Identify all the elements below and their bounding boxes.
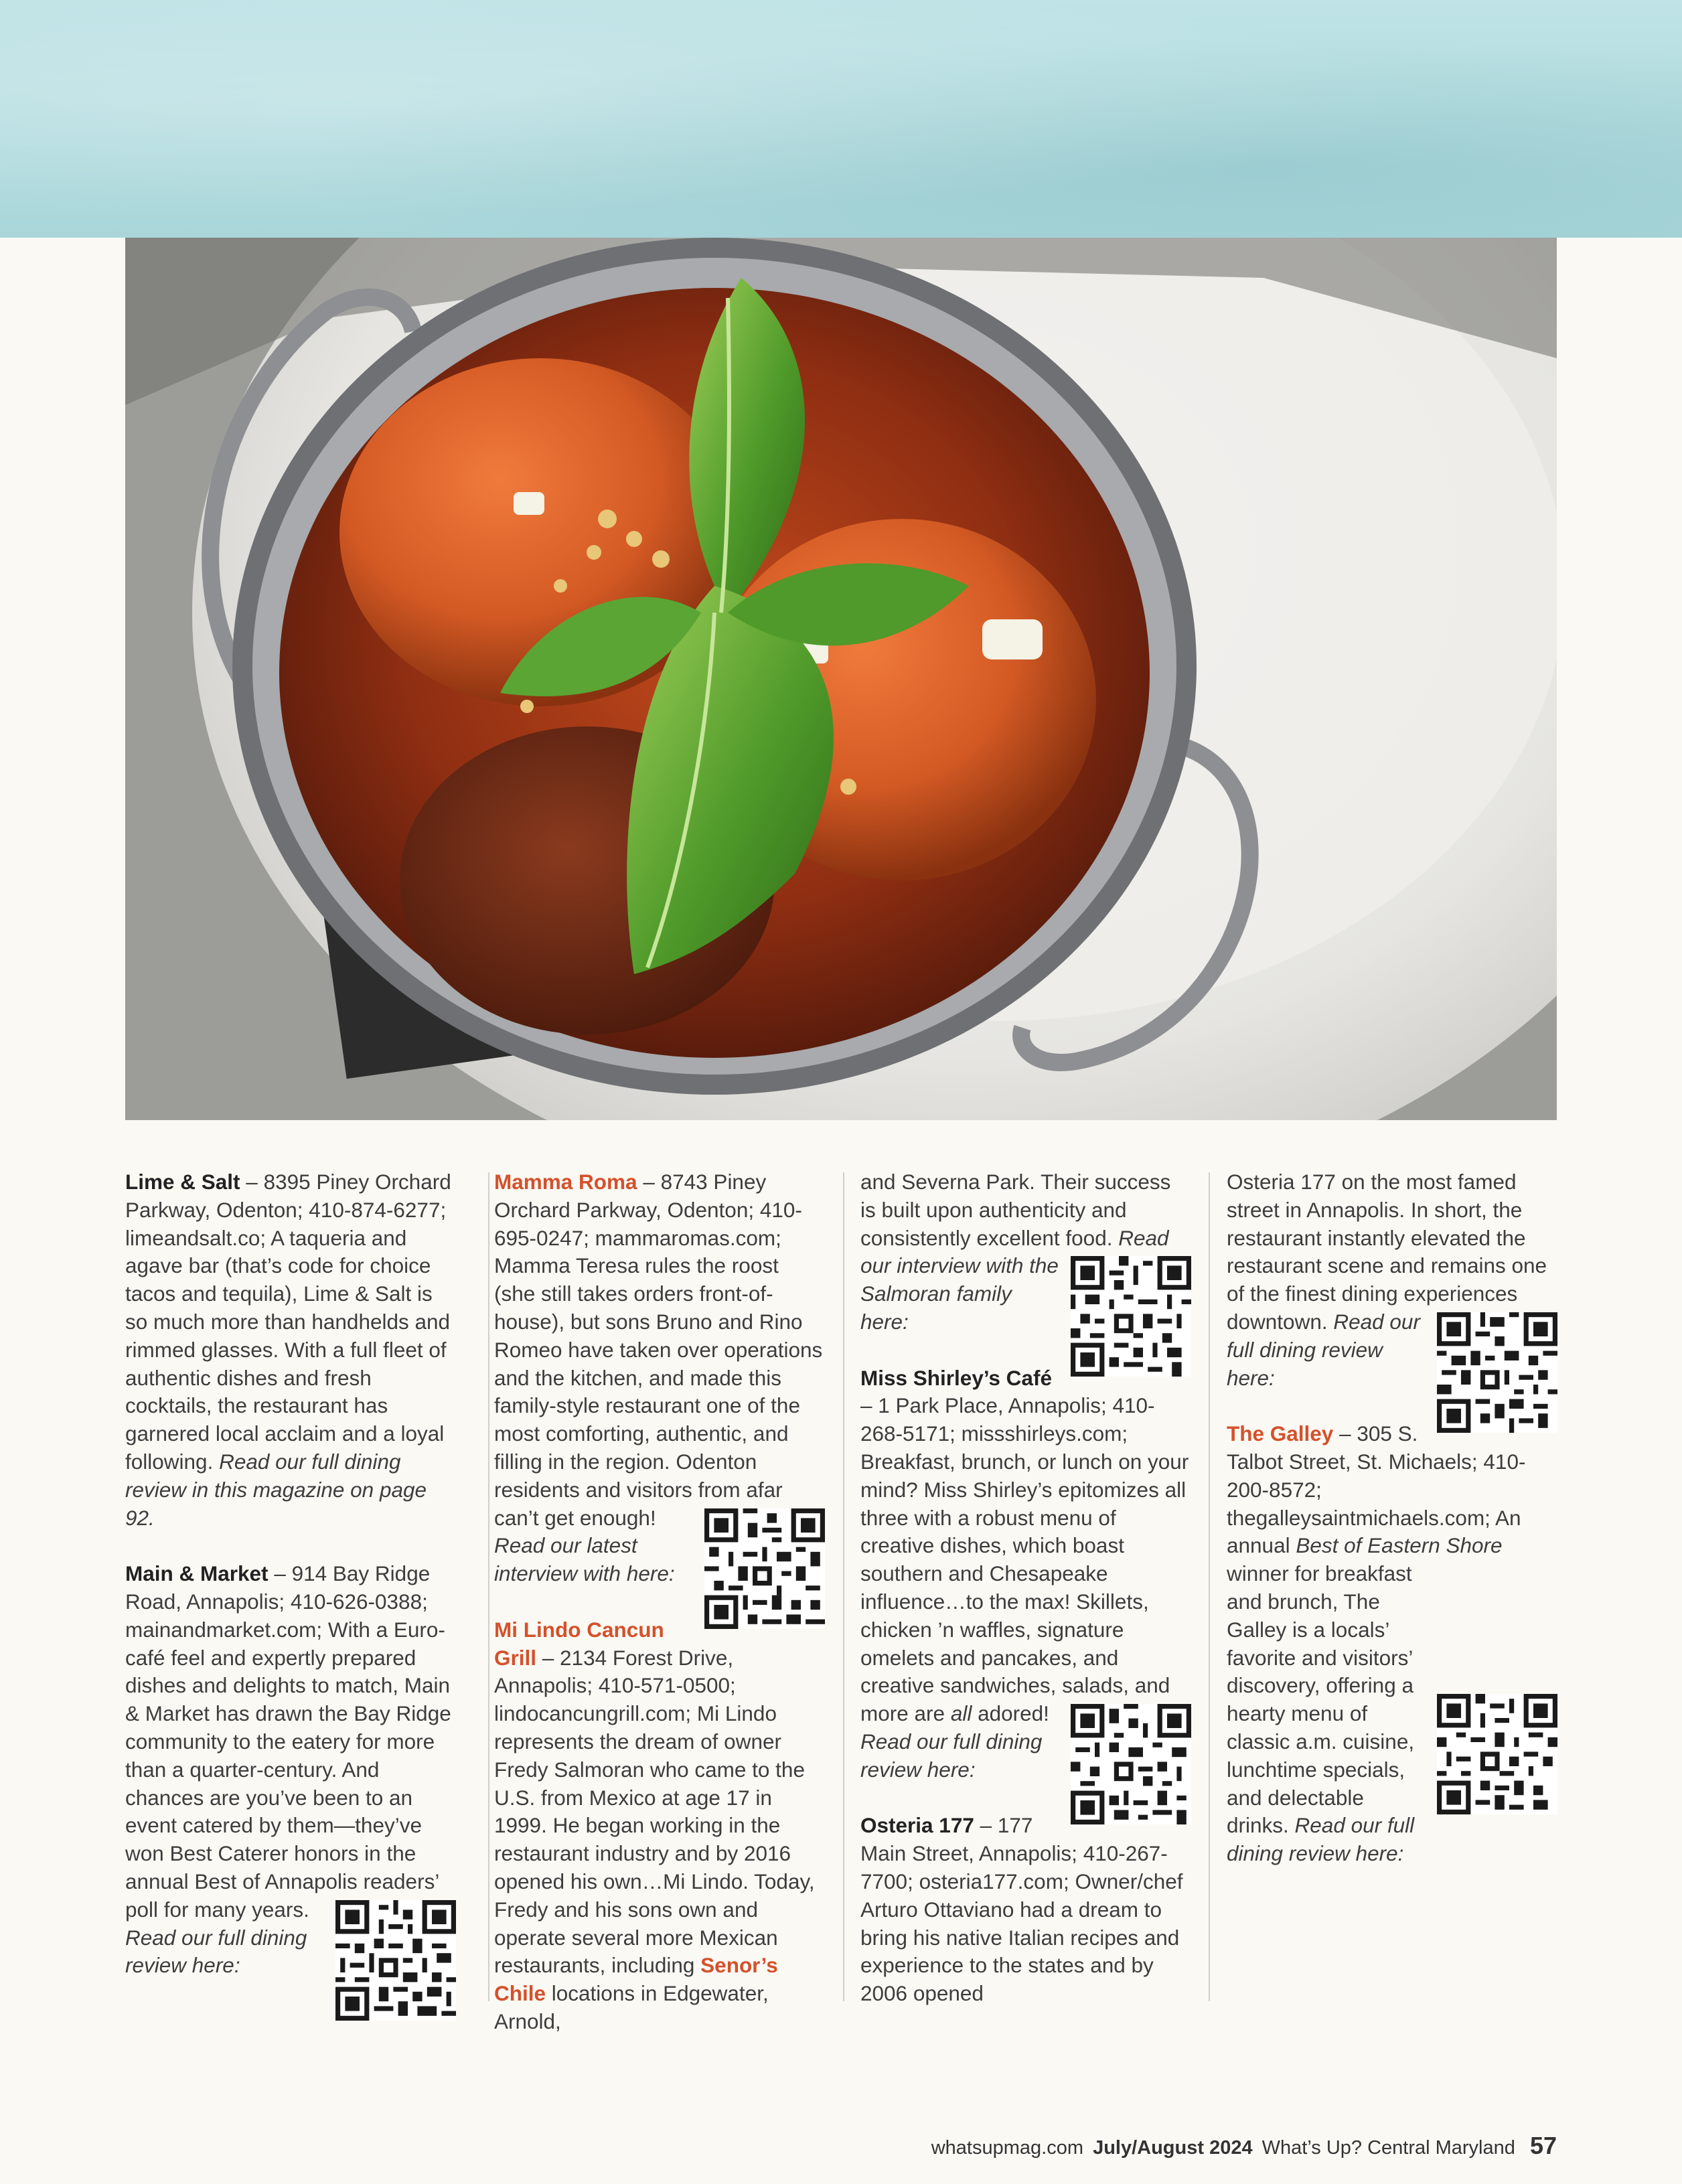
qr-code-icon[interactable]	[1437, 1312, 1557, 1433]
restaurant-name: Mi Lindo Cancun Grill	[494, 1617, 664, 1670]
read-more-text: Read our latest interview with here:	[494, 1533, 675, 1586]
page-number: 57	[1529, 2132, 1557, 2159]
read-more-text: Read our full dining review here:	[1227, 1813, 1415, 1866]
footer-publication: What’s Up? Central Maryland	[1262, 2137, 1515, 2159]
qr-code-icon[interactable]	[1071, 1256, 1191, 1377]
restaurant-name: The Galley	[1227, 1421, 1334, 1446]
listing-text: – 8743 Piney Orchard Parkway, Odenton; 410-695-0247; mammaromas.com; Mamma Teresa rules the roost (she still takes orders front-of-house), but sons Bruno and Rino Romeo have taken over operations and the kitchen, and made this family-style restaurant one of the most comforting, authentic, and filling in the region. Odenton residents and visitors from afar can’t get enough!	[494, 1170, 823, 1530]
listing-text: – 305 S. Talbot Street, St. Michaels; 410-200-8572; thegalleysaintmichaels.com; An annual	[1227, 1421, 1526, 1558]
page-footer	[924, 2129, 1557, 2163]
listing-text: – 177 Main Street, Annapolis; 410-267-7700; osteria177.com; Owner/chef Arturo Ottaviano had a dream to bring his native Italian recipes and experience to the states and by 2006 opened	[860, 1813, 1183, 2006]
listing-column-2	[494, 1168, 825, 2033]
listing-column-4	[1227, 1168, 1557, 2005]
listing-main-and-market	[125, 1560, 456, 1980]
listing-mi-lindo-continued	[860, 1168, 1191, 1336]
listing-osteria-177	[860, 1812, 1191, 2008]
listing-mamma-roma	[494, 1168, 825, 1588]
restaurant-name: Lime & Salt	[125, 1170, 240, 1194]
listing-text-continued-2: adored!	[972, 1701, 1049, 1726]
read-more-text: Read our full dining review here:	[1227, 1309, 1420, 1390]
senors-chile-link[interactable]: Senor’s Chile	[494, 1953, 778, 2006]
qr-code-icon[interactable]	[1071, 1704, 1191, 1824]
listing-mi-lindo	[494, 1616, 825, 2036]
food-photo	[125, 238, 1557, 1120]
listing-text: – 8395 Piney Orchard Parkway, Odenton; 410-874-6277; limeandsalt.co; A taqueria and agave bar (that’s code for choice tacos and tequila), Lime & Salt is so much more than handhelds and rimmed glasses. With a full fleet of authentic dishes and fresh cocktails, the restaurant has garnered local acclaim and a loyal following.	[125, 1170, 451, 1474]
listing-text: Osteria 177 on the most famed street in Annapolis. In short, the restaurant instantly elevated the restaurant scene and remains one of the finest dining experiences downtown.	[1227, 1170, 1547, 1334]
decorative-header-band	[0, 0, 1682, 238]
restaurant-listings	[125, 1168, 1557, 2033]
read-more-text: Read our full dining review in this magazine on page 92.	[125, 1449, 427, 1530]
read-more-text: Read our full dining review here:	[860, 1729, 1043, 1782]
read-more-text: Read our full dining review here:	[125, 1925, 307, 1978]
qr-code-icon[interactable]	[704, 1508, 825, 1629]
listing-text: – 1 Park Place, Annapolis; 410-268-5171; missshirleys.com; Breakfast, brunch, or lunch on your mind? Miss Shirley’s epitomizes all three with a robust menu of creative dishes, which boast southern and Chesapeake influence…to the max! Skillets, chicken ’n waffles, signature omelets and pancakes, and creative sandwiches, salads, and more are	[860, 1393, 1189, 1726]
listing-column-1	[125, 1168, 456, 2005]
restaurant-name: Main & Market	[125, 1561, 269, 1586]
qr-code-icon[interactable]	[1437, 1694, 1557, 1814]
restaurant-name: Miss Shirley’s Café	[860, 1365, 1052, 1390]
qr-code-icon[interactable]	[335, 1900, 456, 2021]
footer-site[interactable]: whatsupmag.com	[931, 2137, 1083, 2159]
emphasis-text: Best of Eastern Shore	[1296, 1533, 1503, 1558]
read-more-text: Read our interview with the Salmoran family here:	[860, 1225, 1169, 1334]
restaurant-name: Osteria 177	[860, 1813, 974, 1838]
listing-text: – 2134 Forest Drive, Annapolis; 410-571-0500; lindocancungrill.com; Mi Lindo represents the dream of owner Fredy Salmoran who came to the U.S. from Mexico at age 17 in 1999. He began working in the restaurant industry and by 2016 opened his own…Mi Lindo. Today, Fredy and his sons own and operate several more Mexican restaurants, including	[494, 1645, 815, 1978]
emphasis-text: all	[950, 1701, 972, 1726]
column-divider	[488, 1172, 489, 2001]
listing-column-3	[860, 1168, 1191, 2005]
listing-text-continued	[951, 1701, 1049, 1725]
listing-text-continued: winner for breakfast and brunch, The Galley is a locals’ favorite and visitors’ discovery, offering a hearty menu of classic a.m. cuisine, lunchtime specials, and delectable drinks.	[1227, 1561, 1415, 1838]
tomato-skillet-photo-icon	[125, 238, 1557, 1120]
listing-the-galley	[1227, 1420, 1557, 1868]
listing-text: and Severna Park. Their success is built upon authenticity and consistently excellent food.	[860, 1170, 1171, 1250]
listing-miss-shirleys	[860, 1364, 1191, 1784]
listing-text-continued: locations in Edgewater, Arnold,	[494, 1981, 769, 2033]
column-divider	[1209, 1172, 1210, 2001]
restaurant-name: Mamma Roma	[494, 1170, 637, 1194]
column-divider	[843, 1172, 844, 2001]
listing-lime-and-salt	[125, 1168, 456, 1532]
listing-osteria-continued	[1227, 1168, 1557, 1392]
listing-text: – 914 Bay Ridge Road, Annapolis; 410-626-0388; mainandmarket.com; With a Euro-café feel and expertly prepared dishes and delights to match, Main & Market has drawn the Bay Ridge community to the eatery for more than a quarter-century. And chances are you’ve been to an event catered by them—they’ve won Best Caterer honors in the annual Best of Annapolis readers’ poll for many years.	[125, 1561, 451, 1922]
footer-issue-date: July/August 2024	[1093, 2137, 1253, 2159]
